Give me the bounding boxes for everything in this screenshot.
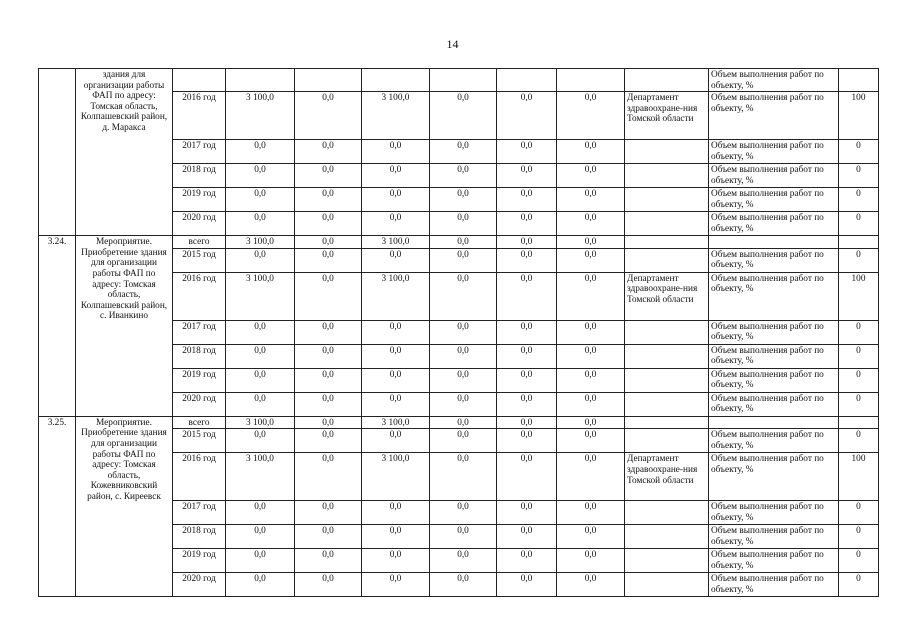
amount-cell: 0,0	[497, 453, 557, 501]
table-row	[39, 69, 879, 92]
target-value-cell: 0	[839, 320, 879, 344]
target-value-cell: 0	[839, 549, 879, 573]
amount-cell: 3 100,0	[362, 453, 430, 501]
department-cell	[625, 320, 709, 344]
amount-cell: 0,0	[497, 429, 557, 453]
amount-cell: 0,0	[226, 344, 295, 368]
amount-cell: 0,0	[226, 549, 295, 573]
amount-cell: 0,0	[295, 344, 362, 368]
amount-cell: 0,0	[557, 188, 625, 212]
target-value-cell: 0	[839, 525, 879, 549]
amount-cell: 0,0	[226, 188, 295, 212]
amount-cell: 0,0	[295, 92, 362, 140]
amount-cell: 0,0	[557, 140, 625, 164]
target-value-cell: 0	[839, 164, 879, 188]
amount-cell: 0,0	[362, 248, 430, 272]
amount-cell: 0,0	[497, 549, 557, 573]
amount-cell: 0,0	[295, 501, 362, 525]
amount-cell: 0,0	[497, 236, 557, 249]
amount-cell: 0,0	[430, 453, 497, 501]
indicator-cell: Объем выполнения работ по объекту, %	[709, 392, 839, 416]
page-number: 14	[446, 37, 459, 51]
department-cell	[625, 368, 709, 392]
period-cell: 2020 год	[173, 212, 226, 236]
amount-cell: 0,0	[430, 549, 497, 573]
amount-cell: 3 100,0	[362, 92, 430, 140]
amount-cell: 0,0	[295, 320, 362, 344]
indicator-cell: Объем выполнения работ по объекту, %	[709, 453, 839, 501]
amount-cell: 0,0	[295, 248, 362, 272]
indicator-cell: Объем выполнения работ по объекту, %	[709, 212, 839, 236]
amount-cell: 0,0	[430, 188, 497, 212]
amount-cell: 0,0	[362, 549, 430, 573]
measures-table	[38, 68, 879, 597]
empty-cell	[362, 69, 430, 92]
amount-cell: 0,0	[430, 236, 497, 249]
amount-cell: 0,0	[497, 501, 557, 525]
amount-cell: 0,0	[557, 212, 625, 236]
period-cell: 2019 год	[173, 188, 226, 212]
amount-cell: 0,0	[557, 392, 625, 416]
target-value-cell: 100	[839, 453, 879, 501]
department-cell	[625, 188, 709, 212]
amount-cell: 0,0	[362, 188, 430, 212]
department-cell	[625, 573, 709, 597]
amount-cell: 0,0	[295, 392, 362, 416]
item-number-cell: 3.25.	[39, 416, 76, 597]
target-value-cell: 0	[839, 501, 879, 525]
period-cell: 2018 год	[173, 525, 226, 549]
amount-cell: 0,0	[226, 368, 295, 392]
amount-cell: 0,0	[295, 525, 362, 549]
amount-cell: 0,0	[226, 392, 295, 416]
period-cell: 2019 год	[173, 368, 226, 392]
amount-cell: 0,0	[362, 429, 430, 453]
period-cell: всего	[173, 236, 226, 249]
amount-cell: 0,0	[557, 429, 625, 453]
amount-cell: 0,0	[557, 320, 625, 344]
amount-cell: 0,0	[430, 164, 497, 188]
amount-cell: 0,0	[430, 248, 497, 272]
amount-cell: 0,0	[295, 236, 362, 249]
amount-cell: 0,0	[295, 416, 362, 429]
amount-cell: 0,0	[362, 344, 430, 368]
indicator-cell: Объем выполнения работ по объекту, %	[709, 549, 839, 573]
target-value-cell: 0	[839, 140, 879, 164]
amount-cell: 0,0	[295, 272, 362, 320]
period-cell: 2020 год	[173, 573, 226, 597]
table-row	[39, 236, 879, 249]
department-cell: Департамент здравоохране-ния Томской области	[625, 272, 709, 320]
target-value-cell: 0	[839, 188, 879, 212]
amount-cell: 0,0	[557, 344, 625, 368]
amount-cell: 0,0	[497, 164, 557, 188]
amount-cell: 0,0	[497, 92, 557, 140]
measure-name-cell: Мероприятие. Приобретение здания для организации работы ФАП по адресу: Томская область, Колпашевский район, с. Иванкино	[76, 236, 173, 417]
target-value-cell: 0	[839, 573, 879, 597]
amount-cell: 0,0	[430, 272, 497, 320]
target-value-cell: 0	[839, 212, 879, 236]
amount-cell: 0,0	[295, 453, 362, 501]
amount-cell: 0,0	[497, 525, 557, 549]
amount-cell: 0,0	[497, 320, 557, 344]
amount-cell: 0,0	[362, 320, 430, 344]
indicator-cell: Объем выполнения работ по объекту, %	[709, 429, 839, 453]
department-cell	[625, 429, 709, 453]
amount-cell: 0,0	[295, 368, 362, 392]
indicator-cell: Объем выполнения работ по объекту, %	[709, 525, 839, 549]
department-cell	[625, 236, 709, 249]
period-cell: 2016 год	[173, 453, 226, 501]
amount-cell: 0,0	[362, 368, 430, 392]
department-cell: Департамент здравоохране-ния Томской области	[625, 453, 709, 501]
amount-cell: 0,0	[430, 392, 497, 416]
amount-cell: 0,0	[497, 188, 557, 212]
amount-cell: 0,0	[430, 368, 497, 392]
indicator-cell: Объем выполнения работ по объекту, %	[709, 501, 839, 525]
amount-cell: 0,0	[226, 573, 295, 597]
amount-cell: 3 100,0	[362, 416, 430, 429]
amount-cell: 0,0	[557, 272, 625, 320]
indicator-cell: Объем выполнения работ по объекту, %	[709, 573, 839, 597]
department-cell: Департамент здравоохране-ния Томской области	[625, 92, 709, 140]
amount-cell: 0,0	[557, 549, 625, 573]
amount-cell: 0,0	[226, 525, 295, 549]
amount-cell: 0,0	[557, 453, 625, 501]
indicator-cell: Объем выполнения работ по объекту, %	[709, 248, 839, 272]
amount-cell: 0,0	[497, 212, 557, 236]
amount-cell: 3 100,0	[362, 272, 430, 320]
period-cell: 2015 год	[173, 248, 226, 272]
amount-cell: 0,0	[362, 525, 430, 549]
amount-cell: 0,0	[430, 140, 497, 164]
target-value-cell: 100	[839, 272, 879, 320]
item-number-cell: 3.24.	[39, 236, 76, 417]
amount-cell: 0,0	[430, 429, 497, 453]
indicator-cell: Объем выполнения работ по объекту, %	[709, 69, 839, 92]
indicator-cell: Объем выполнения работ по объекту, %	[709, 164, 839, 188]
amount-cell: 0,0	[497, 392, 557, 416]
period-cell: всего	[173, 416, 226, 429]
target-value-cell: 0	[839, 248, 879, 272]
empty-cell	[839, 69, 879, 92]
period-cell: 2016 год	[173, 272, 226, 320]
indicator-cell: Объем выполнения работ по объекту, %	[709, 368, 839, 392]
amount-cell: 0,0	[362, 212, 430, 236]
indicator-cell: Объем выполнения работ по объекту, %	[709, 320, 839, 344]
period-cell: 2017 год	[173, 320, 226, 344]
empty-cell	[557, 69, 625, 92]
period-cell: 2017 год	[173, 501, 226, 525]
target-value-cell: 0	[839, 429, 879, 453]
measure-name-cell: здания для организации работы ФАП по адресу: Томская область, Колпашевский район, д. Маракса	[76, 69, 173, 236]
amount-cell: 0,0	[430, 212, 497, 236]
amount-cell: 0,0	[430, 92, 497, 140]
indicator-cell: Объем выполнения работ по объекту, %	[709, 92, 839, 140]
amount-cell: 0,0	[497, 368, 557, 392]
amount-cell: 0,0	[362, 501, 430, 525]
amount-cell: 0,0	[295, 140, 362, 164]
amount-cell: 0,0	[557, 92, 625, 140]
empty-cell	[497, 69, 557, 92]
department-cell	[625, 248, 709, 272]
amount-cell: 0,0	[295, 164, 362, 188]
amount-cell: 0,0	[557, 501, 625, 525]
table-row	[39, 416, 879, 429]
amount-cell: 0,0	[362, 573, 430, 597]
amount-cell: 0,0	[497, 416, 557, 429]
amount-cell: 3 100,0	[226, 92, 295, 140]
amount-cell: 0,0	[226, 501, 295, 525]
department-cell	[625, 525, 709, 549]
empty-cell	[173, 69, 226, 92]
amount-cell: 0,0	[430, 525, 497, 549]
amount-cell: 0,0	[497, 140, 557, 164]
amount-cell: 0,0	[557, 525, 625, 549]
department-cell	[625, 501, 709, 525]
amount-cell: 0,0	[557, 164, 625, 188]
period-cell: 2017 год	[173, 140, 226, 164]
amount-cell: 0,0	[497, 248, 557, 272]
amount-cell: 3 100,0	[362, 236, 430, 249]
amount-cell: 0,0	[295, 212, 362, 236]
department-cell	[625, 392, 709, 416]
amount-cell: 0,0	[226, 248, 295, 272]
empty-cell	[295, 69, 362, 92]
amount-cell: 0,0	[295, 188, 362, 212]
amount-cell: 0,0	[430, 416, 497, 429]
amount-cell: 0,0	[226, 212, 295, 236]
item-number-cell	[39, 69, 76, 236]
empty-cell	[430, 69, 497, 92]
period-cell: 2016 год	[173, 92, 226, 140]
period-cell: 2015 год	[173, 429, 226, 453]
amount-cell: 0,0	[557, 248, 625, 272]
measure-name-cell: Мероприятие. Приобретение здания для организации работы ФАП по адресу: Томская область, Кожевниковский район, с. Киреевск	[76, 416, 173, 597]
department-cell	[625, 416, 709, 429]
target-value-cell	[839, 236, 879, 249]
amount-cell: 0,0	[430, 573, 497, 597]
amount-cell: 3 100,0	[226, 236, 295, 249]
indicator-cell	[709, 416, 839, 429]
department-cell	[625, 549, 709, 573]
amount-cell: 3 100,0	[226, 272, 295, 320]
amount-cell: 0,0	[295, 549, 362, 573]
indicator-cell	[709, 236, 839, 249]
amount-cell: 0,0	[226, 429, 295, 453]
amount-cell: 0,0	[362, 164, 430, 188]
amount-cell: 3 100,0	[226, 416, 295, 429]
amount-cell: 0,0	[430, 501, 497, 525]
indicator-cell: Объем выполнения работ по объекту, %	[709, 344, 839, 368]
period-cell: 2020 год	[173, 392, 226, 416]
department-cell	[625, 344, 709, 368]
period-cell: 2019 год	[173, 549, 226, 573]
amount-cell: 0,0	[226, 320, 295, 344]
period-cell: 2018 год	[173, 164, 226, 188]
indicator-cell: Объем выполнения работ по объекту, %	[709, 188, 839, 212]
amount-cell: 3 100,0	[226, 453, 295, 501]
empty-cell	[226, 69, 295, 92]
period-cell: 2018 год	[173, 344, 226, 368]
indicator-cell: Объем выполнения работ по объекту, %	[709, 272, 839, 320]
department-cell	[625, 140, 709, 164]
amount-cell: 0,0	[295, 573, 362, 597]
amount-cell: 0,0	[497, 344, 557, 368]
amount-cell: 0,0	[497, 573, 557, 597]
amount-cell: 0,0	[557, 416, 625, 429]
target-value-cell: 0	[839, 368, 879, 392]
target-value-cell	[839, 416, 879, 429]
amount-cell: 0,0	[557, 236, 625, 249]
department-cell	[625, 164, 709, 188]
target-value-cell: 100	[839, 92, 879, 140]
target-value-cell: 0	[839, 392, 879, 416]
amount-cell: 0,0	[557, 368, 625, 392]
amount-cell: 0,0	[557, 573, 625, 597]
amount-cell: 0,0	[430, 320, 497, 344]
amount-cell: 0,0	[430, 344, 497, 368]
amount-cell: 0,0	[362, 392, 430, 416]
amount-cell: 0,0	[226, 164, 295, 188]
indicator-cell: Объем выполнения работ по объекту, %	[709, 140, 839, 164]
department-cell	[625, 212, 709, 236]
amount-cell: 0,0	[295, 429, 362, 453]
amount-cell: 0,0	[362, 140, 430, 164]
amount-cell: 0,0	[226, 140, 295, 164]
target-value-cell: 0	[839, 344, 879, 368]
empty-cell	[625, 69, 709, 92]
amount-cell: 0,0	[497, 272, 557, 320]
